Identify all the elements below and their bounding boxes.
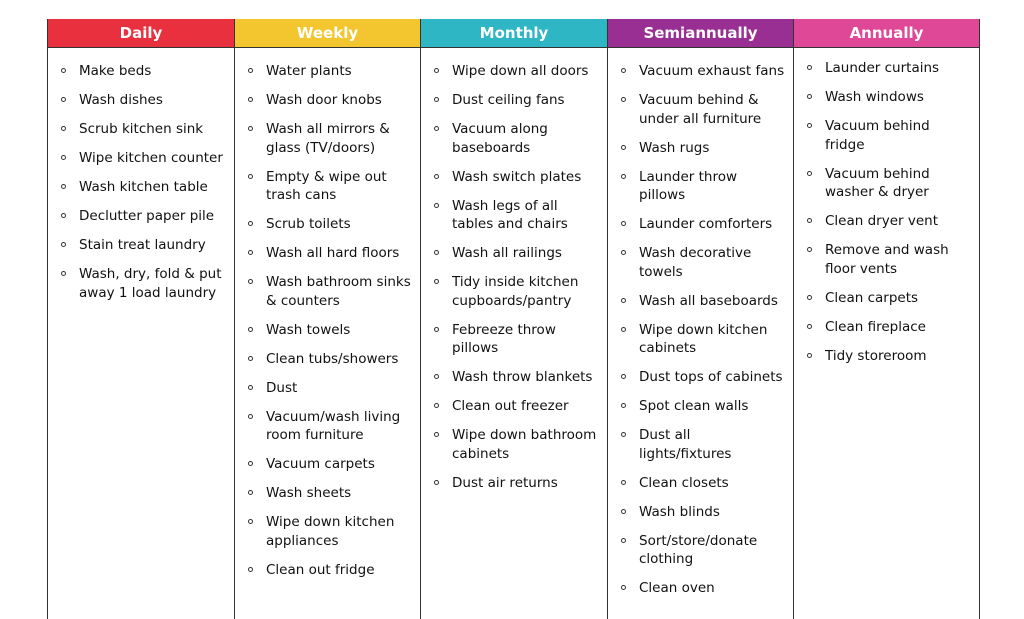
- task-item: [235, 321, 420, 340]
- circle-bullet-icon: [61, 126, 66, 131]
- circle-bullet-icon: [434, 480, 439, 485]
- circle-bullet-icon: [434, 327, 439, 332]
- task-label: Stain treat laundry: [79, 237, 206, 253]
- task-item: [421, 244, 607, 263]
- task-item: [794, 88, 979, 107]
- task-item: [421, 397, 607, 416]
- circle-bullet-icon: [61, 213, 66, 218]
- task-list-monthly: [421, 48, 607, 492]
- column-header-monthly: Monthly: [421, 19, 607, 48]
- circle-bullet-icon: [434, 403, 439, 408]
- task-item: [48, 62, 234, 81]
- task-label: Wash all hard floors: [266, 245, 400, 261]
- circle-bullet-icon: [61, 155, 66, 160]
- circle-bullet-icon: [434, 68, 439, 73]
- task-item: [48, 120, 234, 139]
- task-item: [235, 561, 420, 580]
- circle-bullet-icon: [621, 403, 626, 408]
- task-item: [235, 408, 420, 445]
- task-item: [608, 62, 793, 81]
- task-item: [421, 321, 607, 358]
- task-item: [48, 149, 234, 168]
- task-label: Wash door knobs: [266, 92, 382, 108]
- task-item: [421, 197, 607, 234]
- task-label: Vacuum behind fridge: [825, 118, 930, 153]
- circle-bullet-icon: [248, 567, 253, 572]
- task-item: [421, 474, 607, 493]
- task-item: [608, 292, 793, 311]
- task-item: [235, 513, 420, 550]
- circle-bullet-icon: [621, 374, 626, 379]
- task-label: Wash decorative towels: [639, 245, 752, 280]
- circle-bullet-icon: [621, 298, 626, 303]
- column-header-weekly: Weekly: [235, 19, 420, 48]
- circle-bullet-icon: [248, 356, 253, 361]
- task-item: [235, 244, 420, 263]
- task-item: [794, 289, 979, 308]
- task-item: [608, 579, 793, 598]
- task-label: Vacuum behind washer & dryer: [825, 165, 930, 200]
- task-label: Tidy storeroom: [825, 347, 927, 364]
- task-label: Dust all lights/fixtures: [639, 427, 732, 462]
- task-item: [794, 117, 979, 154]
- task-label: Empty & wipe out trash cans: [266, 168, 387, 203]
- task-label: Dust tops of cabinets: [639, 369, 783, 385]
- task-item: [421, 91, 607, 110]
- circle-bullet-icon: [621, 538, 626, 543]
- circle-bullet-icon: [807, 324, 812, 329]
- circle-bullet-icon: [621, 145, 626, 150]
- circle-bullet-icon: [248, 519, 253, 524]
- circle-bullet-icon: [621, 97, 626, 102]
- task-label: Wash kitchen table: [79, 179, 208, 195]
- task-label: Clean carpets: [825, 289, 919, 306]
- task-item: [421, 426, 607, 463]
- task-label: Wash rugs: [639, 139, 710, 156]
- task-label: Febreeze throw pillows: [452, 321, 556, 356]
- column-semiannually: [608, 19, 794, 619]
- task-label: Wash all mirrors & glass (TV/doors): [266, 121, 390, 156]
- task-item: [608, 168, 793, 205]
- task-label: Vacuum/wash living room furniture: [266, 408, 401, 443]
- task-list-weekly: [235, 48, 420, 579]
- task-item: [608, 397, 793, 416]
- task-item: [235, 273, 420, 310]
- task-label: Clean closets: [639, 474, 729, 491]
- circle-bullet-icon: [621, 68, 626, 73]
- task-item: [608, 321, 793, 358]
- task-label: Wash, dry, fold & put away 1 load laundry: [79, 266, 222, 301]
- task-item: [48, 91, 234, 110]
- task-item: [794, 318, 979, 337]
- task-label: Sort/store/donate clothing: [639, 532, 758, 567]
- task-label: Water plants: [266, 63, 352, 79]
- circle-bullet-icon: [434, 374, 439, 379]
- column-annually: [794, 19, 980, 619]
- circle-bullet-icon: [434, 279, 439, 284]
- task-item: [421, 168, 607, 187]
- task-label: Wash legs of all tables and chairs: [452, 197, 568, 232]
- task-item: [794, 212, 979, 231]
- circle-bullet-icon: [807, 171, 812, 176]
- task-label: Clean out freezer: [452, 398, 569, 414]
- circle-bullet-icon: [434, 203, 439, 208]
- circle-bullet-icon: [621, 509, 626, 514]
- circle-bullet-icon: [807, 123, 812, 128]
- task-label: Tidy inside kitchen cupboards/pantry: [452, 274, 579, 309]
- task-list-annually: [794, 48, 979, 365]
- task-item: [608, 426, 793, 463]
- circle-bullet-icon: [61, 242, 66, 247]
- task-label: Launder throw pillows: [639, 168, 738, 203]
- task-label: Vacuum behind & under all furniture: [639, 92, 762, 127]
- task-item: [608, 139, 793, 158]
- task-item: [235, 484, 420, 503]
- column-header-daily: Daily: [48, 19, 234, 48]
- circle-bullet-icon: [434, 97, 439, 102]
- column-monthly: [421, 19, 608, 619]
- task-label: Spot clean walls: [639, 398, 749, 414]
- circle-bullet-icon: [807, 295, 812, 300]
- task-label: Wipe down kitchen appliances: [266, 514, 395, 549]
- task-label: Clean tubs/showers: [266, 350, 399, 367]
- task-list-daily: [48, 48, 234, 302]
- circle-bullet-icon: [61, 97, 66, 102]
- task-label: Clean oven: [639, 580, 715, 596]
- circle-bullet-icon: [621, 221, 626, 226]
- task-item: [235, 91, 420, 110]
- circle-bullet-icon: [248, 327, 253, 332]
- task-item: [608, 474, 793, 493]
- task-item: [794, 59, 979, 78]
- task-list-semiannually: [608, 48, 793, 598]
- circle-bullet-icon: [807, 65, 812, 70]
- circle-bullet-icon: [621, 327, 626, 332]
- circle-bullet-icon: [434, 174, 439, 179]
- task-item: [794, 241, 979, 278]
- circle-bullet-icon: [621, 174, 626, 179]
- circle-bullet-icon: [807, 218, 812, 223]
- task-label: Wash sheets: [266, 485, 352, 501]
- task-item: [794, 165, 979, 202]
- circle-bullet-icon: [248, 385, 253, 390]
- task-item: [608, 503, 793, 522]
- circle-bullet-icon: [248, 414, 253, 419]
- task-item: [794, 347, 979, 366]
- task-label: Scrub kitchen sink: [79, 121, 204, 137]
- column-weekly: [235, 19, 421, 619]
- task-item: [608, 215, 793, 234]
- circle-bullet-icon: [248, 490, 253, 495]
- circle-bullet-icon: [248, 250, 253, 255]
- task-item: [235, 120, 420, 157]
- task-item: [421, 273, 607, 310]
- task-label: Declutter paper pile: [79, 208, 215, 224]
- task-item: [48, 236, 234, 255]
- task-label: Dust: [266, 379, 298, 396]
- circle-bullet-icon: [61, 184, 66, 189]
- task-label: Wash bathroom sinks & counters: [266, 274, 411, 309]
- circle-bullet-icon: [248, 97, 253, 102]
- task-label: Make beds: [79, 63, 152, 79]
- task-label: Dust ceiling fans: [452, 92, 565, 108]
- task-label: Clean dryer vent: [825, 213, 939, 229]
- column-daily: [48, 19, 235, 619]
- circle-bullet-icon: [434, 432, 439, 437]
- circle-bullet-icon: [61, 271, 66, 276]
- task-item: [235, 455, 420, 474]
- circle-bullet-icon: [248, 174, 253, 179]
- task-label: Wipe down all doors: [452, 63, 589, 79]
- circle-bullet-icon: [434, 126, 439, 131]
- circle-bullet-icon: [248, 221, 253, 226]
- circle-bullet-icon: [61, 68, 66, 73]
- task-item: [421, 120, 607, 157]
- task-item: [608, 368, 793, 387]
- task-label: Vacuum carpets: [266, 456, 375, 472]
- circle-bullet-icon: [807, 353, 812, 358]
- task-item: [48, 265, 234, 302]
- task-label: Wash all railings: [452, 245, 562, 261]
- column-header-semiannually: Semiannually: [608, 19, 793, 48]
- task-label: Remove and wash floor vents: [825, 242, 949, 277]
- circle-bullet-icon: [621, 480, 626, 485]
- circle-bullet-icon: [248, 279, 253, 284]
- task-label: Scrub toilets: [266, 216, 351, 232]
- task-label: Wash blinds: [639, 503, 720, 520]
- cleaning-schedule-table: [47, 19, 980, 619]
- circle-bullet-icon: [248, 126, 253, 131]
- task-item: [608, 91, 793, 128]
- task-label: Launder curtains: [825, 60, 940, 76]
- task-item: [48, 178, 234, 197]
- task-item: [421, 368, 607, 387]
- task-item: [235, 379, 420, 398]
- task-label: Wash throw blankets: [452, 369, 593, 385]
- task-label: Wipe down bathroom cabinets: [452, 427, 597, 462]
- task-label: Clean fireplace: [825, 318, 926, 335]
- task-label: Wash windows: [825, 89, 924, 105]
- task-item: [608, 244, 793, 281]
- task-label: Wipe kitchen counter: [79, 150, 223, 166]
- circle-bullet-icon: [807, 94, 812, 99]
- task-item: [235, 62, 420, 81]
- circle-bullet-icon: [248, 461, 253, 466]
- circle-bullet-icon: [621, 250, 626, 255]
- task-label: Wash dishes: [79, 92, 163, 108]
- task-label: Wipe down kitchen cabinets: [639, 321, 768, 356]
- task-label: Wash switch plates: [452, 168, 582, 185]
- task-item: [235, 350, 420, 369]
- circle-bullet-icon: [621, 585, 626, 590]
- task-label: Vacuum exhaust fans: [639, 63, 785, 79]
- task-label: Launder comforters: [639, 216, 773, 232]
- circle-bullet-icon: [434, 250, 439, 255]
- task-label: Wash towels: [266, 321, 351, 338]
- task-item: [235, 168, 420, 205]
- task-label: Dust air returns: [452, 474, 558, 491]
- circle-bullet-icon: [621, 432, 626, 437]
- column-header-annually: Annually: [794, 19, 979, 48]
- task-item: [48, 207, 234, 226]
- circle-bullet-icon: [807, 247, 812, 252]
- task-label: Wash all baseboards: [639, 292, 778, 309]
- task-item: [235, 215, 420, 234]
- task-item: [421, 62, 607, 81]
- task-label: Vacuum along baseboards: [452, 121, 548, 156]
- task-label: Clean out fridge: [266, 561, 375, 578]
- circle-bullet-icon: [248, 68, 253, 73]
- task-item: [608, 532, 793, 569]
